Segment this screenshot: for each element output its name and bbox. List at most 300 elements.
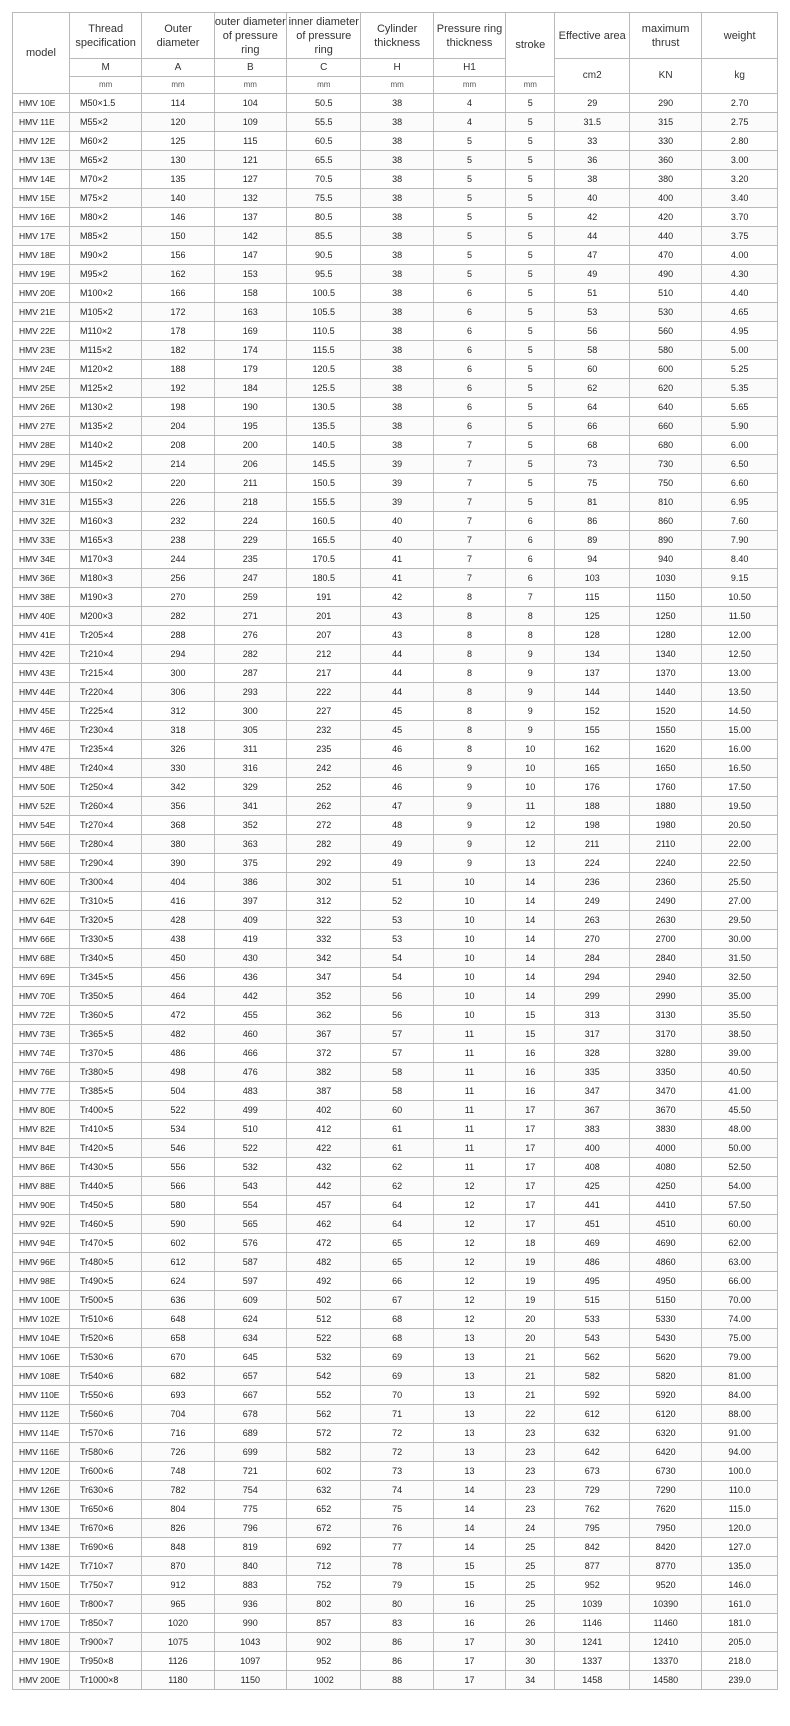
cell-pr-thickness: 7 [433, 455, 505, 474]
cell-thread: Tr650×6 [69, 1500, 141, 1519]
cell-cylinder-thickness: 78 [361, 1557, 433, 1576]
cell-thread: Tr385×5 [69, 1082, 141, 1101]
table-row [13, 1101, 778, 1120]
cell-model: HMV 106E [13, 1348, 70, 1367]
cell-effective-area: 1146 [555, 1614, 630, 1633]
cell-outer-diameter: 870 [142, 1557, 214, 1576]
cell-outer-pr-diameter: 163 [214, 303, 286, 322]
cell-weight: 3.70 [702, 208, 778, 227]
cell-effective-area: 44 [555, 227, 630, 246]
cell-max-thrust: 580 [629, 341, 701, 360]
cell-thread: M180×3 [69, 569, 141, 588]
cell-effective-area: 56 [555, 322, 630, 341]
cell-max-thrust: 3350 [629, 1063, 701, 1082]
cell-stroke: 5 [506, 151, 555, 170]
cell-weight: 14.50 [702, 702, 778, 721]
cell-cylinder-thickness: 38 [361, 436, 433, 455]
cell-outer-diameter: 208 [142, 436, 214, 455]
cell-outer-pr-diameter: 1097 [214, 1652, 286, 1671]
cell-outer-diameter: 556 [142, 1158, 214, 1177]
cell-weight: 57.50 [702, 1196, 778, 1215]
cell-max-thrust: 13370 [629, 1652, 701, 1671]
cell-model: HMV 54E [13, 816, 70, 835]
cell-outer-diameter: 438 [142, 930, 214, 949]
cell-stroke: 15 [506, 1006, 555, 1025]
cell-model: HMV 26E [13, 398, 70, 417]
cell-model: HMV 84E [13, 1139, 70, 1158]
cell-model: HMV 33E [13, 531, 70, 550]
cell-pr-thickness: 9 [433, 816, 505, 835]
cell-cylinder-thickness: 46 [361, 740, 433, 759]
cell-model: HMV 40E [13, 607, 70, 626]
cell-stroke: 30 [506, 1633, 555, 1652]
cell-effective-area: 877 [555, 1557, 630, 1576]
cell-model: HMV 70E [13, 987, 70, 1006]
cell-outer-diameter: 482 [142, 1025, 214, 1044]
cell-pr-thickness: 14 [433, 1538, 505, 1557]
cell-stroke: 16 [506, 1082, 555, 1101]
table-row [13, 1291, 778, 1310]
cell-outer-diameter: 612 [142, 1253, 214, 1272]
cell-model: HMV 38E [13, 588, 70, 607]
cell-outer-pr-diameter: 936 [214, 1595, 286, 1614]
cell-inner-pr-diameter: 227 [286, 702, 361, 721]
cell-weight: 38.50 [702, 1025, 778, 1044]
cell-max-thrust: 2490 [629, 892, 701, 911]
cell-pr-thickness: 6 [433, 303, 505, 322]
cell-effective-area: 263 [555, 911, 630, 930]
spec-table-container [12, 12, 778, 1690]
cell-weight: 12.50 [702, 645, 778, 664]
cell-thread: Tr400×5 [69, 1101, 141, 1120]
cell-thread: Tr250×4 [69, 778, 141, 797]
table-row [13, 854, 778, 873]
cell-outer-pr-diameter: 436 [214, 968, 286, 987]
cell-outer-diameter: 428 [142, 911, 214, 930]
cell-inner-pr-diameter: 272 [286, 816, 361, 835]
cell-model: HMV 36E [13, 569, 70, 588]
cell-effective-area: 89 [555, 531, 630, 550]
cell-weight: 41.00 [702, 1082, 778, 1101]
cell-outer-pr-diameter: 341 [214, 797, 286, 816]
cell-cylinder-thickness: 77 [361, 1538, 433, 1557]
cell-max-thrust: 5150 [629, 1291, 701, 1310]
table-row [13, 284, 778, 303]
cell-max-thrust: 4410 [629, 1196, 701, 1215]
cell-thread: M120×2 [69, 360, 141, 379]
cell-cylinder-thickness: 38 [361, 246, 433, 265]
cell-outer-pr-diameter: 609 [214, 1291, 286, 1310]
cell-inner-pr-diameter: 472 [286, 1234, 361, 1253]
cell-max-thrust: 2840 [629, 949, 701, 968]
hmv-spec-table [12, 12, 778, 1690]
cell-thread: Tr600×6 [69, 1462, 141, 1481]
cell-model: HMV 20E [13, 284, 70, 303]
header-weight: weight [702, 13, 778, 59]
cell-pr-thickness: 13 [433, 1443, 505, 1462]
table-row [13, 569, 778, 588]
cell-weight: 39.00 [702, 1044, 778, 1063]
cell-model: HMV 62E [13, 892, 70, 911]
cell-model: HMV 110E [13, 1386, 70, 1405]
cell-weight: 16.00 [702, 740, 778, 759]
cell-inner-pr-diameter: 242 [286, 759, 361, 778]
cell-stroke: 34 [506, 1671, 555, 1690]
unit-stroke: mm [506, 77, 555, 94]
cell-effective-area: 515 [555, 1291, 630, 1310]
cell-pr-thickness: 7 [433, 531, 505, 550]
cell-model: HMV 48E [13, 759, 70, 778]
cell-pr-thickness: 8 [433, 702, 505, 721]
cell-thread: M70×2 [69, 170, 141, 189]
cell-thread: Tr470×5 [69, 1234, 141, 1253]
cell-weight: 22.00 [702, 835, 778, 854]
table-row [13, 740, 778, 759]
cell-outer-pr-diameter: 510 [214, 1120, 286, 1139]
cell-model: HMV 92E [13, 1215, 70, 1234]
cell-inner-pr-diameter: 180.5 [286, 569, 361, 588]
cell-outer-diameter: 1126 [142, 1652, 214, 1671]
cell-cylinder-thickness: 49 [361, 854, 433, 873]
cell-pr-thickness: 14 [433, 1481, 505, 1500]
cell-cylinder-thickness: 49 [361, 835, 433, 854]
cell-effective-area: 1337 [555, 1652, 630, 1671]
cell-outer-diameter: 726 [142, 1443, 214, 1462]
cell-outer-diameter: 522 [142, 1101, 214, 1120]
cell-max-thrust: 750 [629, 474, 701, 493]
cell-model: HMV 104E [13, 1329, 70, 1348]
cell-outer-diameter: 826 [142, 1519, 214, 1538]
cell-outer-diameter: 636 [142, 1291, 214, 1310]
cell-thread: Tr380×5 [69, 1063, 141, 1082]
cell-stroke: 10 [506, 740, 555, 759]
cell-effective-area: 51 [555, 284, 630, 303]
cell-pr-thickness: 8 [433, 664, 505, 683]
cell-weight: 11.50 [702, 607, 778, 626]
cell-inner-pr-diameter: 312 [286, 892, 361, 911]
cell-effective-area: 152 [555, 702, 630, 721]
cell-outer-pr-diameter: 678 [214, 1405, 286, 1424]
cell-model: HMV 58E [13, 854, 70, 873]
cell-max-thrust: 640 [629, 398, 701, 417]
cell-model: HMV 76E [13, 1063, 70, 1082]
cell-max-thrust: 6420 [629, 1443, 701, 1462]
cell-outer-pr-diameter: 476 [214, 1063, 286, 1082]
cell-cylinder-thickness: 52 [361, 892, 433, 911]
cell-cylinder-thickness: 44 [361, 645, 433, 664]
cell-stroke: 13 [506, 854, 555, 873]
cell-weight: 181.0 [702, 1614, 778, 1633]
cell-effective-area: 36 [555, 151, 630, 170]
cell-weight: 19.50 [702, 797, 778, 816]
unit-inner-pr: mm [286, 77, 361, 94]
cell-inner-pr-diameter: 201 [286, 607, 361, 626]
cell-inner-pr-diameter: 602 [286, 1462, 361, 1481]
table-row [13, 645, 778, 664]
cell-cylinder-thickness: 38 [361, 94, 433, 113]
cell-weight: 120.0 [702, 1519, 778, 1538]
table-row [13, 626, 778, 645]
cell-weight: 48.00 [702, 1120, 778, 1139]
cell-outer-pr-diameter: 386 [214, 873, 286, 892]
cell-pr-thickness: 14 [433, 1519, 505, 1538]
cell-weight: 17.50 [702, 778, 778, 797]
cell-weight: 20.50 [702, 816, 778, 835]
cell-model: HMV 190E [13, 1652, 70, 1671]
cell-inner-pr-diameter: 402 [286, 1101, 361, 1120]
cell-effective-area: 134 [555, 645, 630, 664]
cell-weight: 110.0 [702, 1481, 778, 1500]
cell-inner-pr-diameter: 857 [286, 1614, 361, 1633]
cell-thread: M160×3 [69, 512, 141, 531]
cell-inner-pr-diameter: 165.5 [286, 531, 361, 550]
cell-pr-thickness: 8 [433, 645, 505, 664]
cell-thread: Tr1000×8 [69, 1671, 141, 1690]
table-body [13, 94, 778, 1690]
cell-outer-diameter: 188 [142, 360, 214, 379]
cell-max-thrust: 8770 [629, 1557, 701, 1576]
cell-outer-diameter: 288 [142, 626, 214, 645]
cell-pr-thickness: 9 [433, 797, 505, 816]
header-inner-pressure-ring: inner diameter of pressure ring [286, 13, 361, 59]
cell-outer-pr-diameter: 667 [214, 1386, 286, 1405]
cell-max-thrust: 1250 [629, 607, 701, 626]
cell-outer-pr-diameter: 282 [214, 645, 286, 664]
cell-inner-pr-diameter: 222 [286, 683, 361, 702]
cell-outer-pr-diameter: 883 [214, 1576, 286, 1595]
cell-outer-diameter: 848 [142, 1538, 214, 1557]
table-row [13, 1557, 778, 1576]
cell-weight: 22.50 [702, 854, 778, 873]
cell-outer-diameter: 456 [142, 968, 214, 987]
cell-stroke: 9 [506, 702, 555, 721]
cell-model: HMV 14E [13, 170, 70, 189]
cell-inner-pr-diameter: 170.5 [286, 550, 361, 569]
cell-weight: 40.50 [702, 1063, 778, 1082]
cell-thread: Tr310×5 [69, 892, 141, 911]
cell-effective-area: 29 [555, 94, 630, 113]
cell-cylinder-thickness: 86 [361, 1633, 433, 1652]
cell-effective-area: 367 [555, 1101, 630, 1120]
cell-weight: 4.40 [702, 284, 778, 303]
cell-stroke: 5 [506, 189, 555, 208]
cell-outer-diameter: 580 [142, 1196, 214, 1215]
cell-outer-pr-diameter: 689 [214, 1424, 286, 1443]
cell-cylinder-thickness: 40 [361, 531, 433, 550]
cell-model: HMV 88E [13, 1177, 70, 1196]
symbol-thread: M [69, 59, 141, 77]
cell-outer-pr-diameter: 247 [214, 569, 286, 588]
cell-thread: M50×1.5 [69, 94, 141, 113]
cell-outer-diameter: 146 [142, 208, 214, 227]
cell-thread: Tr280×4 [69, 835, 141, 854]
table-row [13, 322, 778, 341]
cell-inner-pr-diameter: 572 [286, 1424, 361, 1443]
cell-inner-pr-diameter: 362 [286, 1006, 361, 1025]
cell-stroke: 5 [506, 132, 555, 151]
cell-stroke: 21 [506, 1348, 555, 1367]
cell-outer-pr-diameter: 224 [214, 512, 286, 531]
cell-thread: Tr340×5 [69, 949, 141, 968]
cell-weight: 81.00 [702, 1367, 778, 1386]
cell-pr-thickness: 6 [433, 341, 505, 360]
cell-weight: 6.60 [702, 474, 778, 493]
cell-outer-pr-diameter: 115 [214, 132, 286, 151]
cell-model: HMV 77E [13, 1082, 70, 1101]
cell-max-thrust: 1880 [629, 797, 701, 816]
cell-inner-pr-diameter: 352 [286, 987, 361, 1006]
table-row [13, 778, 778, 797]
cell-model: HMV 100E [13, 1291, 70, 1310]
cell-max-thrust: 3670 [629, 1101, 701, 1120]
cell-thread: Tr350×5 [69, 987, 141, 1006]
cell-thread: M80×2 [69, 208, 141, 227]
cell-stroke: 18 [506, 1234, 555, 1253]
cell-model: HMV 134E [13, 1519, 70, 1538]
cell-inner-pr-diameter: 422 [286, 1139, 361, 1158]
cell-weight: 5.00 [702, 341, 778, 360]
cell-pr-thickness: 7 [433, 569, 505, 588]
cell-stroke: 23 [506, 1443, 555, 1462]
cell-inner-pr-diameter: 90.5 [286, 246, 361, 265]
cell-outer-pr-diameter: 587 [214, 1253, 286, 1272]
cell-effective-area: 299 [555, 987, 630, 1006]
cell-weight: 54.00 [702, 1177, 778, 1196]
cell-cylinder-thickness: 45 [361, 702, 433, 721]
cell-thread: Tr260×4 [69, 797, 141, 816]
cell-model: HMV 130E [13, 1500, 70, 1519]
cell-max-thrust: 1030 [629, 569, 701, 588]
cell-weight: 100.0 [702, 1462, 778, 1481]
cell-outer-diameter: 416 [142, 892, 214, 911]
cell-outer-diameter: 156 [142, 246, 214, 265]
cell-pr-thickness: 12 [433, 1253, 505, 1272]
cell-stroke: 19 [506, 1272, 555, 1291]
cell-inner-pr-diameter: 95.5 [286, 265, 361, 284]
cell-effective-area: 592 [555, 1386, 630, 1405]
cell-cylinder-thickness: 38 [361, 284, 433, 303]
cell-cylinder-thickness: 38 [361, 303, 433, 322]
cell-inner-pr-diameter: 80.5 [286, 208, 361, 227]
cell-outer-pr-diameter: 597 [214, 1272, 286, 1291]
symbol-pr-thick: H1 [433, 59, 505, 77]
table-row [13, 1424, 778, 1443]
cell-max-thrust: 6120 [629, 1405, 701, 1424]
table-row [13, 1139, 778, 1158]
cell-weight: 66.00 [702, 1272, 778, 1291]
header-outer-pressure-ring: outer diameter of pressure ring [214, 13, 286, 59]
cell-inner-pr-diameter: 652 [286, 1500, 361, 1519]
table-row [13, 1044, 778, 1063]
cell-pr-thickness: 13 [433, 1386, 505, 1405]
cell-outer-pr-diameter: 363 [214, 835, 286, 854]
cell-stroke: 5 [506, 284, 555, 303]
cell-effective-area: 49 [555, 265, 630, 284]
cell-outer-pr-diameter: 460 [214, 1025, 286, 1044]
cell-pr-thickness: 12 [433, 1196, 505, 1215]
cell-max-thrust: 290 [629, 94, 701, 113]
cell-weight: 94.00 [702, 1443, 778, 1462]
cell-pr-thickness: 12 [433, 1234, 505, 1253]
cell-stroke: 5 [506, 113, 555, 132]
cell-outer-diameter: 748 [142, 1462, 214, 1481]
cell-stroke: 21 [506, 1367, 555, 1386]
cell-effective-area: 451 [555, 1215, 630, 1234]
cell-inner-pr-diameter: 262 [286, 797, 361, 816]
cell-weight: 25.50 [702, 873, 778, 892]
cell-outer-pr-diameter: 132 [214, 189, 286, 208]
cell-max-thrust: 470 [629, 246, 701, 265]
cell-thread: Tr490×5 [69, 1272, 141, 1291]
cell-thread: Tr460×5 [69, 1215, 141, 1234]
cell-outer-diameter: 256 [142, 569, 214, 588]
table-row [13, 1006, 778, 1025]
cell-model: HMV 31E [13, 493, 70, 512]
cell-inner-pr-diameter: 160.5 [286, 512, 361, 531]
cell-thread: Tr230×4 [69, 721, 141, 740]
cell-cylinder-thickness: 83 [361, 1614, 433, 1633]
cell-max-thrust: 6730 [629, 1462, 701, 1481]
cell-inner-pr-diameter: 105.5 [286, 303, 361, 322]
cell-pr-thickness: 9 [433, 854, 505, 873]
cell-effective-area: 294 [555, 968, 630, 987]
cell-cylinder-thickness: 88 [361, 1671, 433, 1690]
cell-pr-thickness: 16 [433, 1614, 505, 1633]
cell-outer-pr-diameter: 532 [214, 1158, 286, 1177]
cell-stroke: 5 [506, 170, 555, 189]
cell-max-thrust: 1280 [629, 626, 701, 645]
cell-cylinder-thickness: 38 [361, 132, 433, 151]
cell-thread: Tr710×7 [69, 1557, 141, 1576]
cell-inner-pr-diameter: 512 [286, 1310, 361, 1329]
table-row [13, 1253, 778, 1272]
cell-max-thrust: 4510 [629, 1215, 701, 1234]
cell-cylinder-thickness: 73 [361, 1462, 433, 1481]
cell-weight: 52.50 [702, 1158, 778, 1177]
cell-outer-pr-diameter: 311 [214, 740, 286, 759]
cell-model: HMV 90E [13, 1196, 70, 1215]
cell-effective-area: 62 [555, 379, 630, 398]
table-row [13, 721, 778, 740]
cell-thread: M125×2 [69, 379, 141, 398]
cell-pr-thickness: 5 [433, 265, 505, 284]
cell-model: HMV 32E [13, 512, 70, 531]
table-row [13, 1462, 778, 1481]
cell-inner-pr-diameter: 712 [286, 1557, 361, 1576]
cell-outer-diameter: 150 [142, 227, 214, 246]
cell-weight: 5.35 [702, 379, 778, 398]
cell-pr-thickness: 12 [433, 1310, 505, 1329]
symbol-inner-pr: C [286, 59, 361, 77]
cell-pr-thickness: 10 [433, 911, 505, 930]
cell-thread: Tr225×4 [69, 702, 141, 721]
table-row [13, 607, 778, 626]
cell-weight: 4.95 [702, 322, 778, 341]
cell-outer-diameter: 162 [142, 265, 214, 284]
table-row [13, 455, 778, 474]
cell-weight: 5.65 [702, 398, 778, 417]
cell-outer-pr-diameter: 442 [214, 987, 286, 1006]
cell-thread: Tr670×6 [69, 1519, 141, 1538]
cell-outer-pr-diameter: 840 [214, 1557, 286, 1576]
cell-effective-area: 47 [555, 246, 630, 265]
table-row [13, 1120, 778, 1139]
cell-stroke: 14 [506, 911, 555, 930]
cell-outer-pr-diameter: 206 [214, 455, 286, 474]
cell-thread: M55×2 [69, 113, 141, 132]
cell-inner-pr-diameter: 542 [286, 1367, 361, 1386]
cell-thread: Tr800×7 [69, 1595, 141, 1614]
